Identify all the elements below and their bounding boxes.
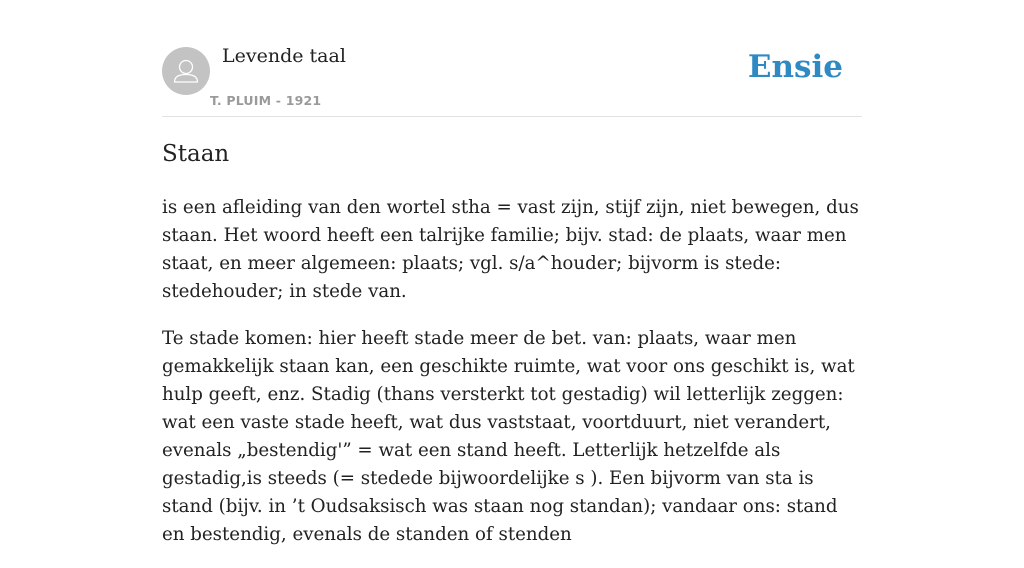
author-byline: T. PLUIM - 1921	[210, 93, 322, 108]
author-avatar	[162, 47, 210, 95]
book-title[interactable]: Levende taal	[222, 45, 346, 67]
entry-title: Staan	[162, 141, 230, 167]
ensie-logo[interactable]: Ensie	[747, 49, 843, 85]
header	[162, 0, 862, 117]
user-placeholder-icon	[162, 47, 210, 95]
entry-paragraph: Te stade komen: hier heeft stade meer de bet. van: plaats, waar men gemakkelijk staan kan, een geschikte ruimte, wat voor ons geschikt is, wat hulp geeft, enz. Stadig (thans versterkt tot gestadig) wil letterlijk zeggen: wat een vaste stade heeft, wat dus vaststaat, voortduurt, niet verandert, evenals „bestendig'” = wat een stand heeft. Letterlijk hetzelfde als gestadig,is steeds (= stedede bijwoordelijke s ). Een bijvorm van sta is stand (bijv. in ’t Oudsaksisch was staan nog standan); vandaar ons: stand en bestendig, evenals de standen of stenden	[162, 328, 855, 545]
entry-paragraph: is een afleiding van den wortel stha = vast zijn, stijf zijn, niet bewegen, dus staan. Het woord heeft een talrijke familie; bijv. stad: de plaats, waar men staat, en meer algemeen: plaats; vgl. s/a^houder; bijvorm is stede: stedehouder; in stede van.	[162, 197, 859, 302]
article	[162, 138, 862, 568]
